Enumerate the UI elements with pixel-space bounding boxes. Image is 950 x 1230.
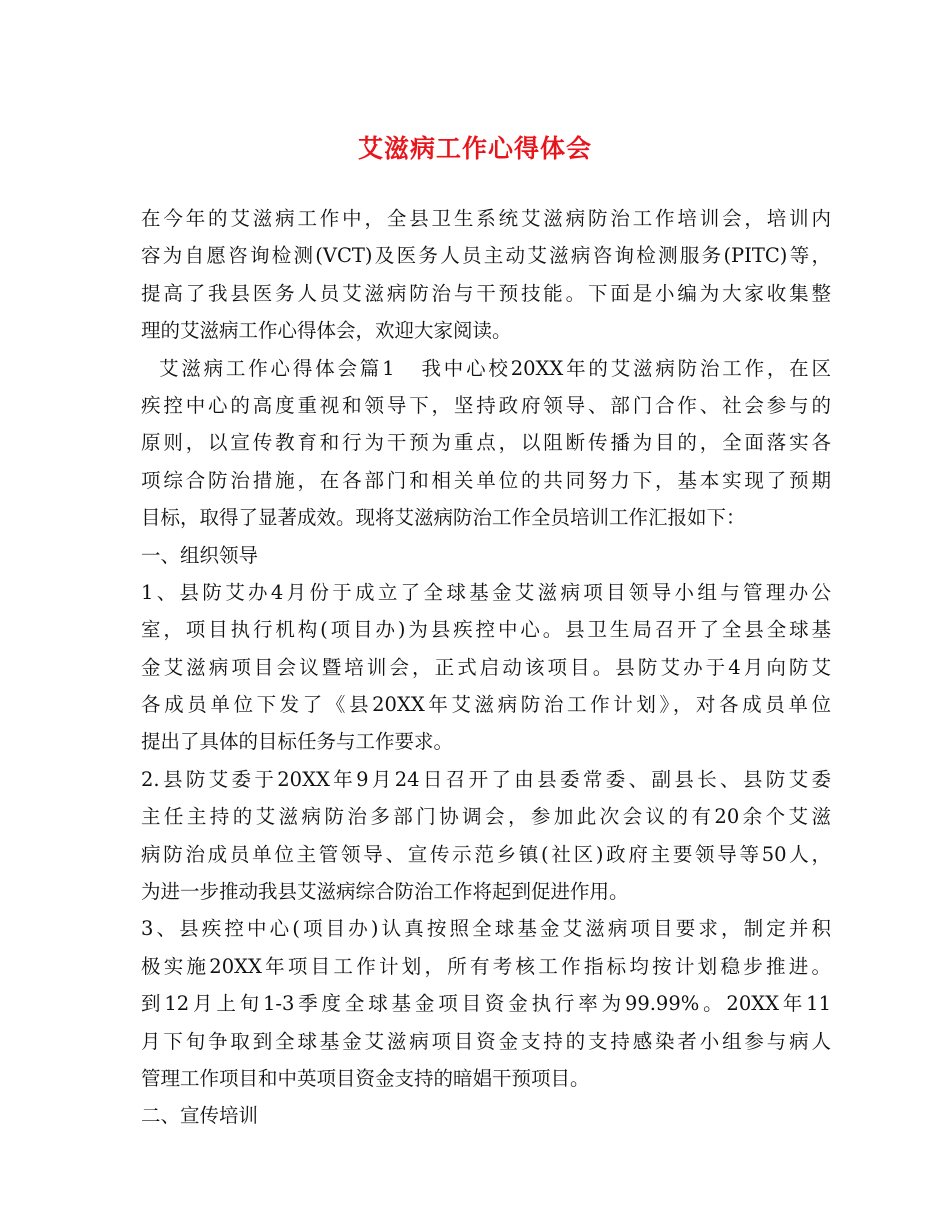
- document-title: 艾滋病工作心得体会: [357, 134, 592, 163]
- text-line: 理的艾滋病工作心得体会，欢迎大家阅读。: [141, 319, 512, 343]
- text-line: 艾滋病工作心得体会篇1 我中心校20XX年的艾滋病防治工作，在区: [141, 356, 831, 380]
- text-line: 主任主持的艾滋病防治多部门协调会，参加此次会议的有20余个艾滋: [141, 805, 831, 829]
- text-line: 为进一步推动我县艾滋病综合防治工作将起到促进作用。: [141, 880, 629, 904]
- text-line: 3、县疾控中心(项目办)认真按照全球基金艾滋病项目要求，制定并积: [141, 917, 831, 941]
- text-line: 在今年的艾滋病工作中，全县卫生系统艾滋病防治工作培训会，培训内: [141, 207, 831, 230]
- text-line: 提高了我县医务人员艾滋病防治与干预技能。下面是小编为大家收集整: [141, 281, 831, 305]
- text-line: 极实施20XX年项目工作计划，所有考核工作指标均按计划稳步推进。: [141, 954, 831, 978]
- section-heading: 一、组织领导: [141, 543, 259, 567]
- text-line: 到12月上旬1-3季度全球基金项目资金执行率为99.99%。20XX年11: [141, 992, 831, 1016]
- text-line: 月下旬争取到全球基金艾滋病项目资金支持的支持感染者小组参与病人: [141, 1029, 831, 1053]
- text-line: 病防治成员单位主管领导、宣传示范乡镇(社区)政府主要领导等50人，: [141, 842, 831, 866]
- text-line: 管理工作项目和中英项目资金支持的暗娼干预项目。: [141, 1066, 590, 1090]
- text-line: 金艾滋病项目会议暨培训会，正式启动该项目。县防艾办于4月向防艾: [141, 655, 831, 679]
- text-line: 2.县防艾委于20XX年9月24日召开了由县委常委、副县长、县防艾委: [141, 767, 831, 791]
- text-line: 1、县防艾办4月份于成立了全球基金艾滋病项目领导小组与管理办公: [141, 580, 831, 604]
- text-line: 提出了具体的目标任务与工作要求。: [141, 730, 454, 754]
- text-line: 项综合防治措施，在各部门和相关单位的共同努力下，基本实现了预期: [141, 468, 831, 492]
- text-line: 目标，取得了显著成效。现将艾滋病防治工作全员培训工作汇报如下：: [141, 506, 746, 530]
- section-heading: 二、宣传培训: [141, 1104, 259, 1128]
- text-line: 容为自愿咨询检测(VCT)及医务人员主动艾滋病咨询检测服务(PITC)等，: [141, 244, 831, 268]
- text-line: 各成员单位下发了《县20XX年艾滋病防治工作计划》，对各成员单位: [141, 693, 831, 717]
- document-body: [141, 200, 831, 1135]
- text-line: 疾控中心的高度重视和领导下，坚持政府领导、部门合作、社会参与的: [141, 393, 831, 417]
- text-line: 原则，以宣传教育和行为干预为重点，以阻断传播为目的，全面落实各: [141, 431, 831, 455]
- text-line: 室，项目执行机构(项目办)为县疾控中心。县卫生局召开了全县全球基: [141, 618, 831, 642]
